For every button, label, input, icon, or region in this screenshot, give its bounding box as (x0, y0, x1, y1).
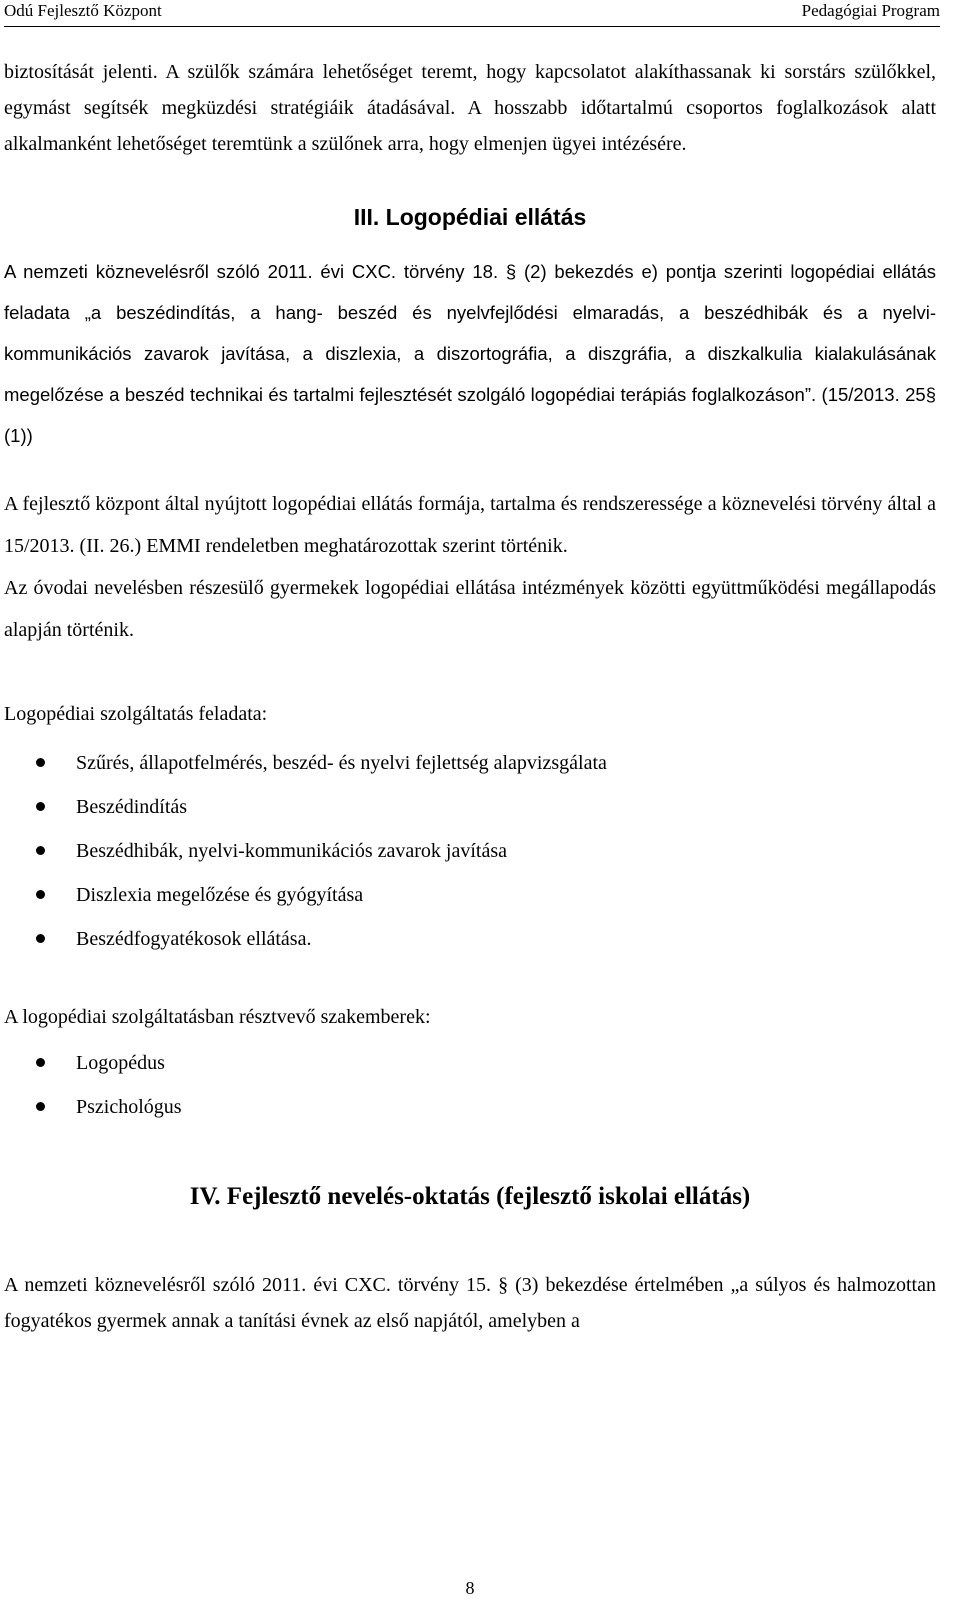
header-document-title: Pedagógiai Program (801, 1, 940, 20)
list-item (4, 741, 936, 785)
list-item (4, 917, 936, 961)
section-3-paragraph-3: Az óvodai nevelésben részesülő gyermekek logopédiai ellátása intézmények közötti együttműködési megállapodás alapján történik. (4, 577, 936, 641)
page-header (4, 0, 940, 27)
section-3-title: III. Logopédiai ellátás (353, 204, 587, 230)
staff-text: Logopédus (76, 1052, 165, 1074)
bullet-icon (36, 846, 45, 855)
bullet-icon (36, 934, 45, 943)
section-3-paragraph-2: A fejlesztő központ által nyújtott logopédiai ellátás formája, tartalma és rendszeressége a köznevelési törvény által a 15/2013. (II. 26.) EMMI rendeletben meghatározottak szerint történik. (4, 493, 936, 557)
header-organization: Odú Fejlesztő Központ (4, 1, 162, 20)
bullet-icon (36, 802, 45, 811)
bullet-icon (36, 758, 45, 767)
staff-text: Pszichológus (76, 1096, 182, 1118)
task-text: Beszédhibák, nyelvi-kommunikációs zavarok javítása (76, 840, 507, 862)
bullet-icon (36, 1102, 45, 1111)
bullet-icon (36, 890, 45, 899)
list-item (4, 785, 936, 829)
bullet-icon (36, 1058, 45, 1067)
staff-list (4, 1041, 936, 1129)
task-text: Beszédindítás (76, 796, 188, 818)
task-text: Szűrés, állapotfelmérés, beszéd- és nyelvi fejlettség alapvizsgálata (76, 752, 607, 774)
section-3-law-paragraph: A nemzeti köznevelésről szóló 2011. évi CXC. törvény 18. § (2) bekezdés e) pontja szerinti logopédiai ellátás feladata „a beszédindítás, a hang- beszéd és nyelvfejlődési elmaradás, a beszédhibák és a nyelvi-kommunikációs zavarok javítása, a diszlexia, a diszortográfia, a diszgráfia, a diszkalkulia kialakulásának megelőzése a beszéd technikai és tartalmi fejlesztését szolgáló logopédiai terápiás foglalkozáson”. (15/2013. 25§ (1)) (4, 261, 936, 446)
tasks-list (4, 741, 936, 961)
page-content (4, 50, 936, 1339)
page-number: 8 (465, 1578, 475, 1598)
staff-label: A logopédiai szolgáltatásban résztvevő szakemberek: (4, 1006, 431, 1028)
task-text: Diszlexia megelőzése és gyógyítása (76, 884, 364, 906)
list-item (4, 1041, 936, 1085)
list-item (4, 1085, 936, 1129)
list-item (4, 829, 936, 873)
tasks-label: Logopédiai szolgáltatás feladata: (4, 703, 268, 725)
task-text: Beszédfogyatékosok ellátása. (76, 928, 312, 950)
section-4-paragraph: A nemzeti köznevelésről szóló 2011. évi CXC. törvény 15. § (3) bekezdése értelmében „a súlyos és halmozottan fogyatékos gyermek annak a tanítási évnek az első napjától, amelyben a (4, 1274, 936, 1332)
section-4-title: IV. Fejlesztő nevelés-oktatás (fejlesztő iskolai ellátás) (189, 1183, 751, 1210)
intro-paragraph: biztosítását jelenti. A szülők számára lehetőséget teremt, hogy kapcsolatot alakíthassanak ki sorstárs szülőkkel, egymást segítsék megküzdési stratégiáik átadásával. A hosszabb időtartalmú csoportos foglalkozások alatt alkalmanként lehetőséget teremtünk a szülőnek arra, hogy elmenjen ügyei intézésére. (4, 61, 936, 155)
list-item (4, 873, 936, 917)
